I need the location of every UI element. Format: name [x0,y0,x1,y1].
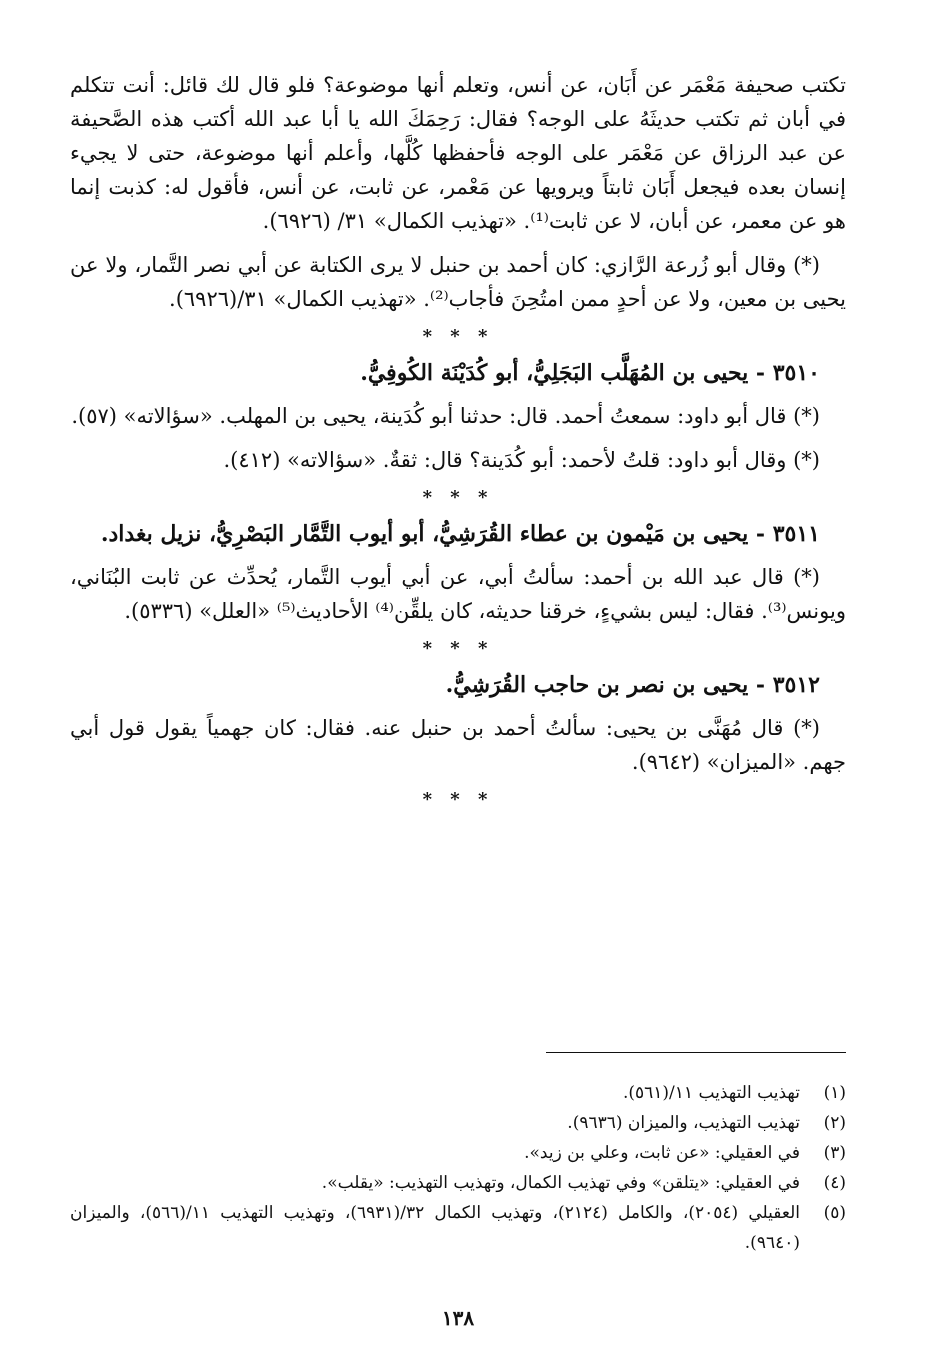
footnote-text: في العقيلي: «عن ثابت، وعلي بن زيد». [524,1143,800,1163]
footnote [70,1198,846,1258]
footnotes [70,1078,846,1258]
entry-3511-heading: ٣٥١١ - يحيى بن مَيْمون بن عطاء القُرَشِيُّ، أبو أيوب التَّمَّار البَصْرِيُّ، نزيل بغداد. [100,521,820,547]
entry-3510-quote-2: (*) وقال أبو داود: قلتُ لأحمد: أبو كُدَينة؟ قال: ثقةٌ. «سؤالاته» (٤١٢). [223,448,820,472]
footnote [70,1108,846,1138]
footnote-divider [546,1052,846,1053]
footnote-number: (١) [823,1083,846,1103]
entry-3512-heading: ٣٥١٢ - يحيى بن نصر بن حاجب القُرَشِيُّ. [445,672,820,698]
entry-3512-quote-1: (*) قال مُهَنَّى بن يحيى: سألتُ أحمد بن حنبل عنه. فقال: كان جهمياً يقول قول أبي جهم. «الميزان» (٩٦٤٢). [70,716,846,774]
footnote-number: (٢) [823,1113,846,1133]
footnote-number: (٣) [823,1143,846,1163]
page-number: ١٣٨ [441,1306,475,1330]
footnote-text: في العقيلي: «يتلقن» وفي تهذيب الكمال، وتهذيب التهذيب: «يقلب». [321,1173,800,1193]
page [70,68,846,1348]
entry-3509-quote-abu-zura: (*) وقال أبو زُرعة الرَّازي: كان أحمد بن حنبل لا يرى الكتابة عن أبي نصر التَّمار، ولا عن يحيى بن معين، ولا عن أحدٍ ممن امتُحِنَ فأجاب⁽²⁾. «تهذيب الكمال» ٣١/(٦٩٢٦). [70,253,846,311]
footnote-text: تهذيب التهذيب ١١/(٥٦١). [622,1083,800,1103]
section-separator: * * * [422,638,494,659]
entry-3510-quote-1: (*) قال أبو داود: سمعتُ أحمد. قال: حدثنا أبو كُدَينة، يحيى بن المهلب. «سؤالاته» (٥٧). [71,404,820,428]
footnote-text: تهذيب التهذيب، والميزان (٩٦٣٦). [567,1113,800,1133]
footnote-text: العقيلي (٢٠٥٤)، والكامل (٢١٢٤)، وتهذيب الكمال ٣٢/(٦٩٣١)، وتهذيب التهذيب ١١/(٥٦٦)، والميزان (٩٦٤٠). [70,1203,800,1253]
entry-3510-heading: ٣٥١٠ - يحيى بن المُهَلَّب البَجَلِيُّ، أبو كُدَيْنَة الكُوفِيُّ. [360,360,820,386]
footnote [70,1078,846,1108]
entry-3509-continuation: تكتب صحيفة مَعْمَر عن أَبَان، عن أنس، وتعلم أنها موضوعة؟ فلو قال لك قائل: أنت تتكلم في أبان ثم تكتب حديثَهُ على الوجه؟ فقال: رَحِمَكَ الله يا أبا عبد الله أكتب هذه الصَّحيفة عن عبد الرزاق عن مَعْمَر على الوجه فأحفظها كُلَّها، وأعلم أنها موضوعة، حتى لا يجيء إنسان بعده فيجعل أَبَان ثابتاً ويرويها عن مَعْمر، عن ثابت، عن أنس، فأقول له: كذبت إنما هو عن معمر، عن أبان، لا عن ثابت⁽¹⁾. «تهذيب الكمال» ٣١/ (٦٩٢٦). [70,73,846,233]
section-separator: * * * [422,326,494,347]
footnote-number: (٥) [823,1203,846,1223]
footnote-number: (٤) [823,1173,846,1193]
entry-3511-quote-1: (*) قال عبد الله بن أحمد: سألتُ أبي، عن أبي أيوب التَّمار، يُحدِّث عن ثابت البُنَاني، ويونس⁽³⁾. فقال: ليس بشيءٍ، خرقنا حديثه، كان يلقِّن⁽⁴⁾ الأحاديث⁽⁵⁾ «العلل» (٥٣٣٦). [70,565,846,623]
section-separator: * * * [422,487,494,508]
section-separator: * * * [422,789,494,810]
footnote [70,1168,846,1198]
footnote [70,1138,846,1168]
